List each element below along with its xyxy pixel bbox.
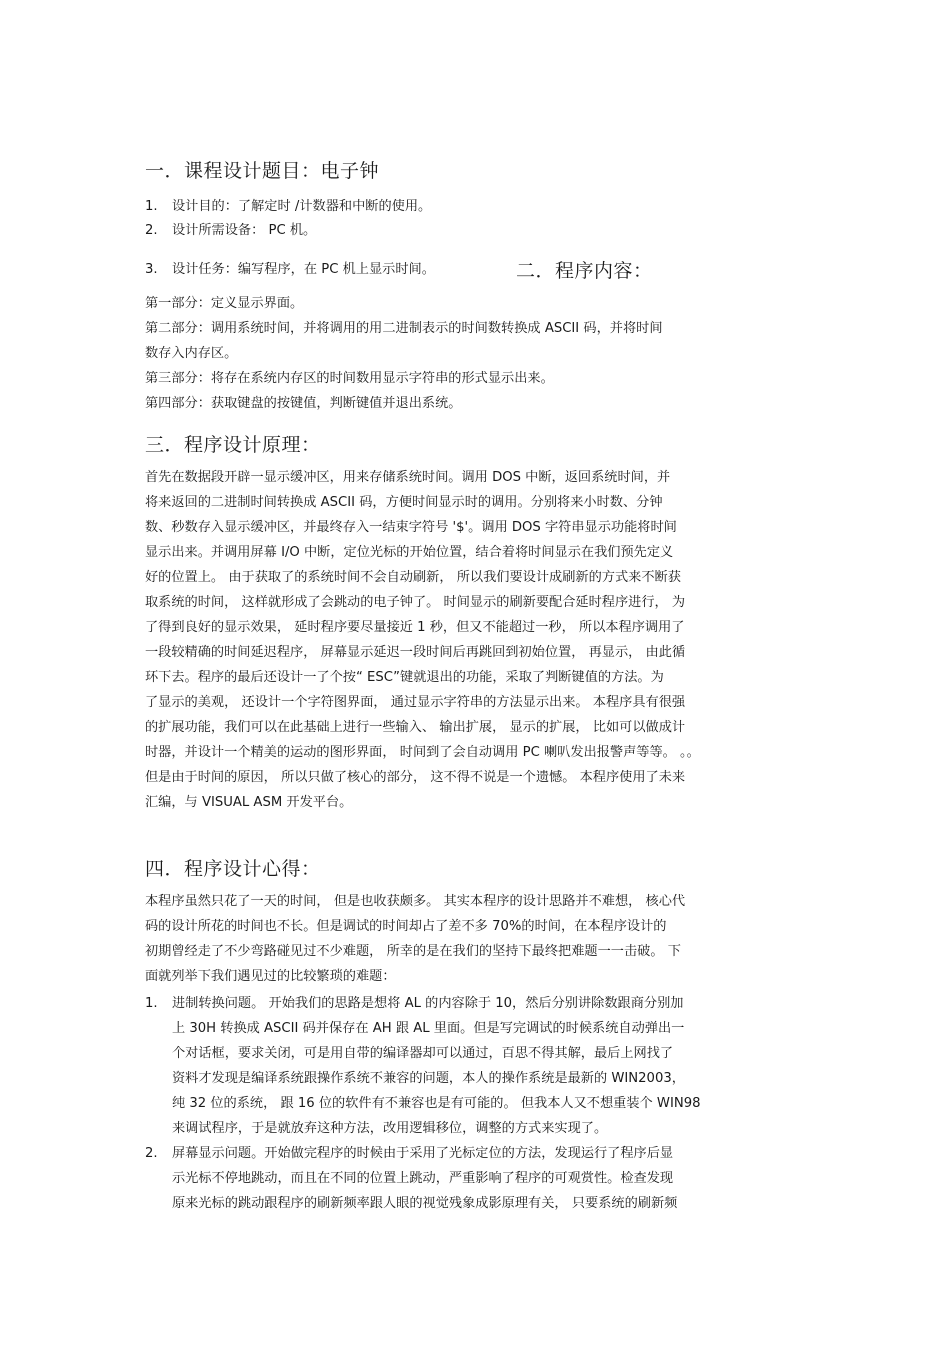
s4-item1-line: 上 30H 转换成 ASCII 码并保存在 AH 跟 AL 里面。但是写完调试的时候系统自动弹出一 bbox=[172, 1021, 685, 1036]
s3-line: 首先在数据段开辟一显示缓冲区，用来存储系统时间。调用 DOS 中断，返回系统时间，并 bbox=[145, 470, 671, 485]
s4-item1-line: 来调试程序，于是就放弃这种方法，改用逻辑移位，调整的方式来实现了。 bbox=[172, 1121, 608, 1136]
s4-item1-line: 个对话框，要求关闭，可是用自带的编译器却可以通过，百思不得其解，最后上网找了 bbox=[172, 1046, 674, 1061]
s3-line: 了得到良好的显示效果， 延时程序要尽量接近 1 秒，但又不能超过一秒， 所以本程序调用了 bbox=[145, 620, 685, 635]
s3-line: 好的位置上。 由于获取了的系统时间不会自动刷新， 所以我们要设计成刷新的方式来不断获 bbox=[145, 570, 681, 585]
s4-item1-num: 1. bbox=[145, 996, 158, 1011]
section2-title: 二．程序内容： bbox=[516, 260, 653, 282]
s3-line: 但是由于时间的原因， 所以只做了核心的部分， 这不得不说是一个遗憾。 本程序使用了未来 bbox=[145, 770, 686, 785]
s4-line: 面就列举下我们遇见过的比较繁琐的难题： bbox=[145, 969, 396, 984]
s2-line: 第四部分：获取键盘的按键值，判断键值并退出系统。 bbox=[145, 396, 462, 411]
s4-line: 本程序虽然只花了一天的时间， 但是也收获颇多。 其实本程序的设计思路并不难想， 核心代 bbox=[145, 894, 686, 909]
s4-item2-num: 2. bbox=[145, 1146, 158, 1161]
s3-line: 显示出来。并调用屏幕 I/O 中断，定位光标的开始位置，结合着将时间显示在我们预先定义 bbox=[145, 545, 674, 560]
s1-item2-num: 2. bbox=[145, 223, 158, 238]
s2-line: 第一部分：定义显示界面。 bbox=[145, 296, 304, 311]
s1-item3-num: 3. bbox=[145, 262, 158, 277]
section4-title: 四．程序设计心得： bbox=[145, 858, 321, 880]
s3-line: 了显示的美观， 还设计一个字符图界面， 通过显示字符串的方法显示出来。 本程序具有很强 bbox=[145, 695, 686, 710]
s1-item3-text: 设计任务：编写程序，在 PC 机上显示时间。 bbox=[172, 262, 435, 277]
s1-item1-text: 设计目的：了解定时 /计数器和中断的使用。 bbox=[172, 199, 432, 214]
s1-item1-num: 1. bbox=[145, 199, 158, 214]
s3-line: 一段较精确的时间延迟程序， 屏幕显示延迟一段时间后再跳回到初始位置， 再显示， 由此循 bbox=[145, 645, 686, 660]
s4-item2-line: 原来光标的跳动跟程序的刷新频率跟人眼的视觉残象成影原理有关， 只要系统的刷新频 bbox=[172, 1196, 678, 1211]
s2-line: 第二部分：调用系统时间，并将调用的用二进制表示的时间数转换成 ASCII 码，并将时间 bbox=[145, 321, 663, 336]
s4-item2-line: 示光标不停地跳动，而且在不同的位置上跳动，严重影响了程序的可观赏性。检查发现 bbox=[172, 1171, 674, 1186]
s3-line: 时器，并设计一个精美的运动的图形界面， 时间到了会自动调用 PC 喇叭发出报警声等等。 。。 bbox=[145, 745, 700, 760]
s4-item1-line: 进制转换问题。 开始我们的思路是想将 AL 的内容除于 10，然后分别讲除数跟商分别加 bbox=[172, 996, 684, 1011]
s4-item1-line: 资料才发现是编译系统跟操作系统不兼容的问题，本人的操作系统是最新的 WIN2003， bbox=[172, 1071, 685, 1086]
s4-item2-line: 屏幕显示问题。开始做完程序的时候由于采用了光标定位的方法，发现运行了程序后显 bbox=[172, 1146, 674, 1161]
s3-line: 数、秒数存入显示缓冲区，并最终存入一结束字符号 '$'。调用 DOS 字符串显示功能将时间 bbox=[145, 520, 677, 535]
section1-title: 一．课程设计题目：电子钟 bbox=[145, 160, 380, 182]
section3-title: 三．程序设计原理： bbox=[145, 434, 321, 456]
s3-line: 取系统的时间， 这样就形成了会跳动的电子钟了。 时间显示的刷新要配合延时程序进行， 为 bbox=[145, 595, 686, 610]
s4-item1-line: 纯 32 位的系统， 跟 16 位的软件有不兼容也是有可能的。 但我本人又不想重装个 WIN98 bbox=[172, 1096, 701, 1111]
s4-line: 码的设计所花的时间也不长。但是调试的时间却占了差不多 70%的时间，在本程序设计的 bbox=[145, 919, 667, 934]
s4-line: 初期曾经走了不少弯路碰见过不少难题， 所幸的是在我们的坚持下最终把难题一一击破。 下 bbox=[145, 944, 681, 959]
s1-item2-text: 设计所需设备： PC 机。 bbox=[172, 223, 317, 238]
s2-line: 第三部分：将存在系统内存区的时间数用显示字符串的形式显示出来。 bbox=[145, 371, 554, 386]
s3-line: 的扩展功能，我们可以在此基础上进行一些输入、 输出扩展， 显示的扩展， 比如可以做成计 bbox=[145, 720, 686, 735]
s3-line: 将来返回的二进制时间转换成 ASCII 码，方便时间显示时的调用。分别将来小时数、分钟 bbox=[145, 495, 663, 510]
s2-line: 数存入内存区。 bbox=[145, 346, 238, 361]
s3-line: 环下去。程序的最后还设计一了个按“ ESC”键就退出的功能，采取了判断键值的方法。为 bbox=[145, 670, 664, 685]
s3-line: 汇编，与 VISUAL ASM 开发平台。 bbox=[145, 795, 353, 810]
